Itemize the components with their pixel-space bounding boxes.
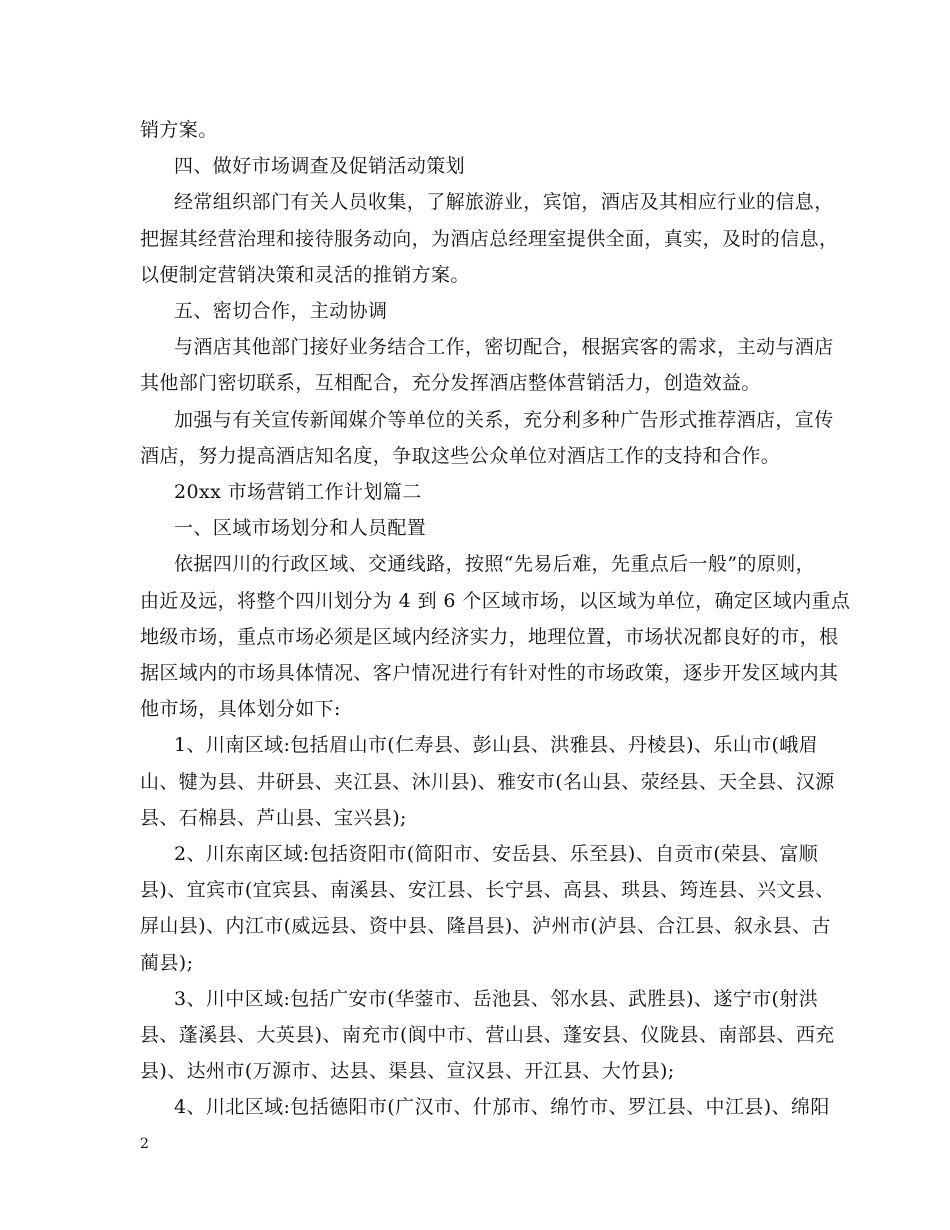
text-line: 县、蓬溪县、大英县)、南充市(阆中市、营山县、蓬安县、仪陇县、南部县、西充 (140, 1024, 835, 1046)
text-line: 县、石棉县、芦山县、宝兴县); (140, 806, 407, 829)
text-line: 以便制定营销决策和灵活的推销方案。 (140, 263, 470, 286)
text-line: 加强与有关宣传新闻媒介等单位的关系，充分利多种广告形式推荐酒店，宣传 (174, 408, 834, 431)
text-line: 蔺县); (140, 951, 194, 974)
text-line: 把握其经营治理和接待服务动向，为酒店总经理室提供全面，真实，及时的信息， (140, 227, 839, 250)
text-line: 酒店，努力提高酒店知名度，争取这些公众单位对酒店工作的支持和合作。 (140, 444, 781, 467)
text-line: 销方案。 (140, 119, 218, 141)
text-line: 他市场，具体划分如下: (140, 698, 341, 721)
text-line: 4、川北区域:包括德阳市(广汉市、什邡市、绵竹市、罗江县、中江县)、绵阳 (174, 1096, 830, 1119)
text-line: 据区域内的市场具体情况、客户情况进行有针对性的市场政策，逐步开发区域内其 (140, 662, 839, 684)
text-line: 县)、达州市(万源市、达县、渠县、宣汉县、开江县、大竹县); (140, 1060, 675, 1083)
text-line: 其他部门密切联系，互相配合，充分发挥酒店整体营销活力，创造效益。 (140, 372, 761, 395)
text-line: 四、做好市场调查及促销活动策划 (174, 155, 466, 178)
text-line: 五、密切合作，主动协调 (174, 300, 388, 322)
text-line: 屏山县)、内江市(威远县、资中县、隆昌县)、泸州市(泸县、合江县、叙永县、古 (140, 915, 831, 938)
text-line: 20xx 市场营销工作计划篇二 (174, 481, 422, 503)
text-line: 3、川中区域:包括广安市(华蓥市、岳池县、邻水县、武胜县)、遂宁市(射洪 (174, 987, 819, 1010)
text-line: 1、川南区域:包括眉山市(仁寿县、彭山县、洪雅县、丹棱县)、乐山市(峨眉 (174, 734, 819, 757)
text-line: 2、川东南区域:包括资阳市(简阳市、安岳县、乐至县)、自贡市(荣县、富顺 (174, 843, 819, 865)
text-line: 地级市场，重点市场必须是区域内经济实力，地理位置，市场状况都良好的市，根 (140, 625, 839, 648)
text-line: 县)、宜宾市(宜宾县、南溪县、安江县、长宁县、高县、珙县、筠连县、兴文县、 (140, 879, 835, 902)
text-line: 依据四川的行政区域、交通线路，按照“先易后难，先重点后一般”的原则， (174, 553, 816, 576)
text-line: 经常组织部门有关人员收集，了解旅游业，宾馆，酒店及其相应行业的信息， (174, 191, 834, 214)
text-line: 由近及远，将整个四川划分为 4 到 6 个区域市场，以区域为单位，确定区域内重点 (140, 589, 851, 612)
text-line: 山、犍为县、井研县、夹江县、沐川县)、雅安市(名山县、荥经县、天全县、汉源 (140, 770, 835, 793)
text-line: 一、区域市场划分和人员配置 (174, 517, 427, 540)
text-line: 与酒店其他部门接好业务结合工作，密切配合，根据宾客的需求，主动与酒店 (174, 336, 834, 359)
page-number: 2 (140, 1136, 149, 1152)
